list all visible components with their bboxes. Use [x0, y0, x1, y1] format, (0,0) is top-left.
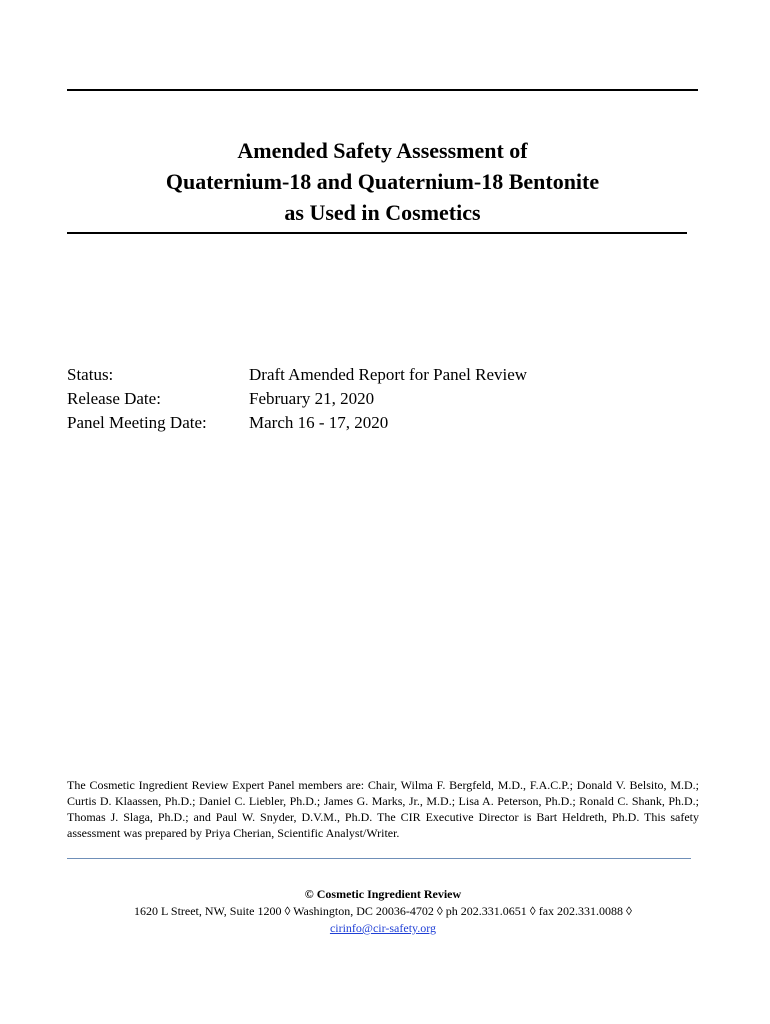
panel-meeting-date-label: Panel Meeting Date: — [67, 413, 207, 432]
status-label: Status: — [67, 365, 114, 384]
title-line-3: as Used in Cosmetics — [284, 200, 481, 225]
release-date-row — [67, 387, 527, 411]
top-rule — [67, 89, 698, 91]
title-line-1: Amended Safety Assessment of — [237, 138, 528, 163]
release-date-label: Release Date: — [67, 389, 161, 408]
footer-rule — [67, 858, 691, 859]
report-metadata — [67, 363, 527, 435]
footer-email-link[interactable]: cirinfo@cir-safety.org — [329, 921, 437, 935]
panel-meeting-date-value: March 16 - 17, 2020 — [249, 413, 389, 432]
footer-organization: © Cosmetic Ingredient Review — [304, 887, 462, 901]
panel-meeting-date-row — [67, 411, 527, 435]
title-rule — [67, 232, 687, 234]
release-date-value: February 21, 2020 — [249, 389, 375, 408]
status-row — [67, 363, 527, 387]
title-line-2: Quaternium-18 and Quaternium-18 Bentonite — [165, 169, 600, 194]
status-value: Draft Amended Report for Panel Review — [249, 365, 528, 384]
expert-panel-note: The Cosmetic Ingredient Review Expert Panel members are: Chair, Wilma F. Bergfeld, M.D., F.A.C.P.; Donald V. Belsito, M.D.; Curtis D. Klaassen, Ph.D.; Daniel C. Liebler, Ph.D.; James G. Marks, Jr., M.D.; Lisa A. Peterson, Ph.D.; Ronald C. Shank, Ph.D.; Thomas J. Slaga, Ph.D.; and Paul W. Snyder, D.V.M., Ph.D. The CIR Executive Director is Bart Heldreth, Ph.D. This safety assessment was prepared by Priya Cherian, Scientific Analyst/Writer. — [67, 778, 699, 840]
footer — [67, 886, 699, 937]
footer-address: 1620 L Street, NW, Suite 1200 ◊ Washington, DC 20036-4702 ◊ ph 202.331.0651 ◊ fax 202.331.0088 ◊ — [134, 904, 632, 918]
document-title — [67, 135, 698, 228]
